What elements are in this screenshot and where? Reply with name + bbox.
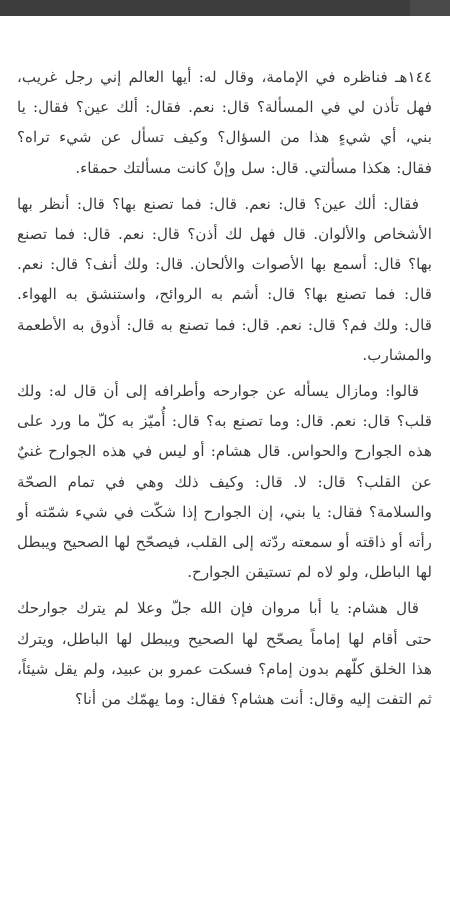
- top-bar-tab: [410, 0, 450, 16]
- paragraph: ١٤٤هـ فناظره في الإمامة، وقال له: أيها العالم إني رجل غريب، فهل تأذن لي في المسألة؟ قال: نعم. فقال: ألك عين؟ فقال: يا بني، أي شيءٍ هذا من السؤال؟ وكيف تسأل عن شيء تراه؟ فقال: هكذا مسألتي. قال: سل وإنْ كانت مسألتك حمقاء.: [17, 68, 432, 177]
- paragraph: فقال: ألك عين؟ قال: نعم. قال: فما تصنع بها؟ قال: أنظر بها الأشخاص والألوان. قال فهل لك أذن؟ قال: نعم. قال: فما تصنع بها؟ قال: أسمع بها الأصوات والألحان. قال: ولك أنف؟ قال: نعم. قال: فما تصنع بها؟ قال: أشم به الروائح، واستنشق به الهواء. قال: ولك فم؟ قال: نعم. قال: فما تصنع به قال: أذوق به الأطعمة والمشارب.: [17, 194, 432, 364]
- paragraph: قال هشام: يا أبا مروان فإن الله جلّ وعلا لم يترك جوارحك حتى أقام لها إماماً يصحّح لها الصحيح ويبطل لها الباطل، ويترك هذا الخلق كلّهم بدون إمام؟ فسكت عمرو بن عبيد، ولم يقل شيئاً، ثم التفت إليه وقال: أنت هشام؟ فقال: وما يهمّك من أنا؟: [17, 599, 432, 709]
- paragraph: قالوا: ومازال يسأله عن جوارحه وأطرافه إلى أن قال له: ولك قلب؟ قال: نعم. قال: وما تصنع به؟ قال: أُميّز به كلّ ما ورد على هذه الجوارح والحواس. قال هشام: أو ليس في هذه الجوارح غنيٌ عن القلب؟ قال: لا. قال: وكيف ذلك وهي في تمام الصحّة والسلامة؟ فقال: يا بني، إن الجوارح إذا شكّت في شيء شمّته أو رأته أو ذاقته أو سمعته ردّته إلى القلب، فيصحّح لها الصحيح ويبطل لها الباطل، ولو لاه لم تستيقن الجوارح.: [17, 382, 432, 582]
- top-bar: [0, 0, 450, 16]
- document-body: [17, 62, 432, 720]
